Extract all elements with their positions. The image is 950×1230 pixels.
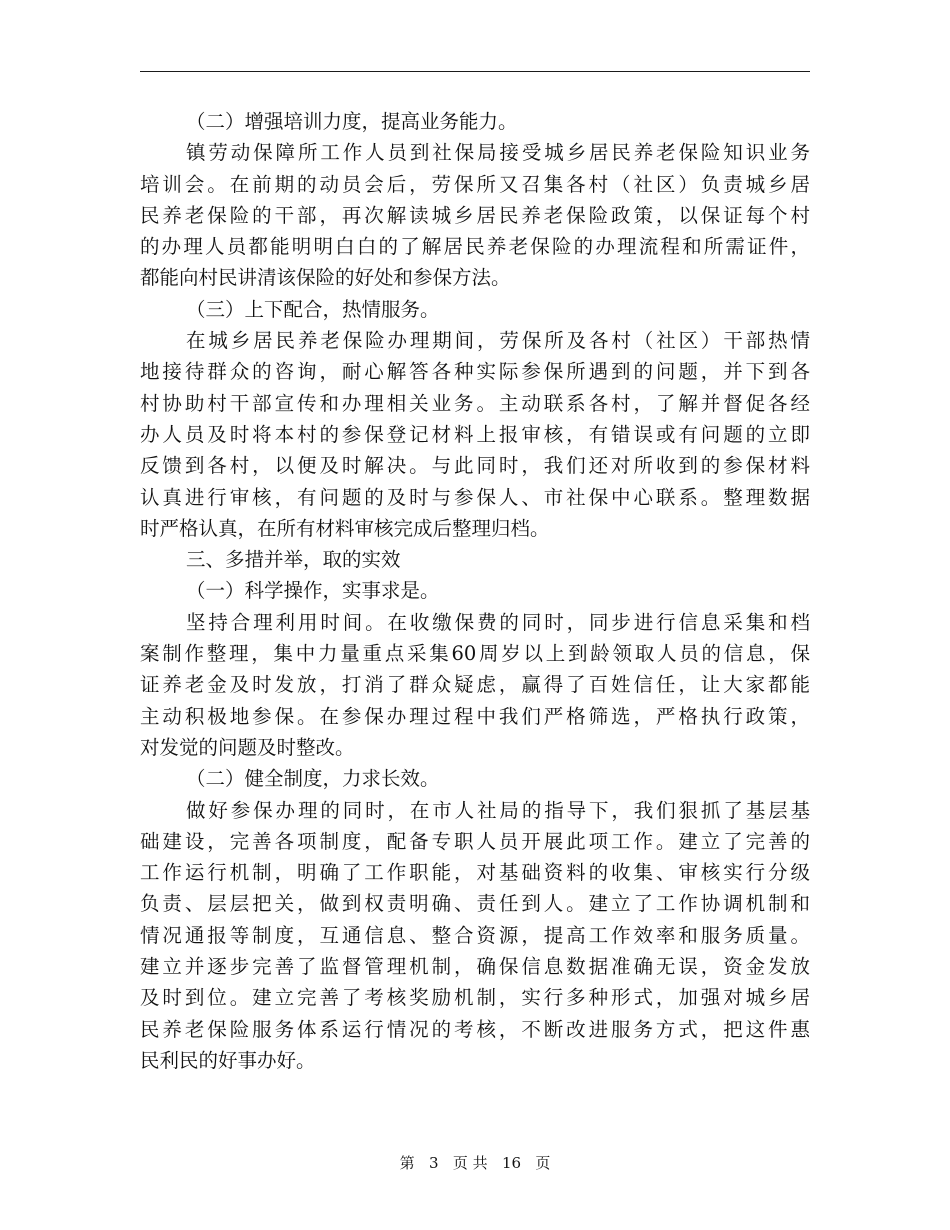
text-line: 工作运行机制，明确了工作职能，对基础资料的收集、审核实行分级 [140, 861, 810, 885]
text-line: 的办理人员都能明明白白的了解居民养老保险的办理流程和所需证件， [140, 235, 810, 259]
text-line: 民利民的好事办好。 [140, 1048, 316, 1072]
page-footer [0, 1153, 950, 1173]
text-line: 都能向村民讲清该保险的好处和参保方法。 [140, 266, 511, 290]
text-line: 做好参保办理的同时，在市人社局的指导下，我们狠抓了基层基 [186, 798, 810, 822]
text-line: （二）增强培训力度，提高业务能力。 [186, 110, 518, 133]
document-body [140, 106, 810, 1076]
text-line: 办人员及时将本村的参保登记材料上报审核，有错误或有问题的立即 [140, 422, 810, 446]
footer-current-page: 3 [428, 1154, 439, 1172]
text-line: （一）科学操作，实事求是。 [186, 579, 440, 603]
text-line: （三）上下配合，热情服务。 [186, 297, 440, 321]
text-line: 对发觉的问题及时整改。 [140, 735, 355, 759]
footer-middle: 页 共 [452, 1154, 488, 1172]
text-line: 坚持合理利用时间。在收缴保费的同时，同步进行信息采集和档 [186, 610, 810, 634]
text-line: 时严格认真，在所有材料审核完成后整理归档。 [140, 516, 550, 540]
text-line: 负责、层层把关，做到权责明确、责任到人。建立了工作协调机制和 [140, 892, 810, 916]
text-line: 民养老保险服务体系运行情况的考核，不断改进服务方式，把这件惠 [140, 1017, 810, 1041]
text-line: 建立并逐步完善了监督管理机制，确保信息数据准确无误，资金发放 [140, 955, 810, 979]
text-line: 情况通报等制度，互通信息、整合资源，提高工作效率和服务质量。 [140, 923, 810, 947]
text-line: 案制作整理，集中力量重点采集60周岁以上到龄领取人员的信息，保 [140, 642, 810, 666]
text-line: （二）健全制度，力求长效。 [186, 767, 440, 791]
header-rule [140, 71, 810, 72]
text-line: 村协助村干部宣传和办理相关业务。主动联系各村，了解并督促各经 [140, 391, 810, 415]
text-line: 主动积极地参保。在参保办理过程中我们严格筛选，严格执行政策， [140, 704, 810, 728]
footer-prefix: 第 [399, 1154, 415, 1172]
text-line: 三、多措并举，取的实效 [186, 548, 401, 572]
text-line: 地接待群众的咨询，耐心解答各种实际参保所遇到的问题，并下到各 [140, 360, 810, 384]
text-line: 镇劳动保障所工作人员到社保局接受城乡居民养老保险知识业务 [186, 141, 810, 165]
footer-suffix: 页 [535, 1154, 551, 1172]
text-line: 民养老保险的干部，再次解读城乡居民养老保险政策，以保证每个村 [140, 203, 810, 227]
text-line: 证养老金及时发放，打消了群众疑虑，赢得了百姓信任，让大家都能 [140, 673, 810, 697]
text-line: 础建设，完善各项制度，配备专职人员开展此项工作。建立了完善的 [140, 829, 810, 853]
text-line: 培训会。在前期的动员会后，劳保所又召集各村（社区）负责城乡居 [140, 172, 810, 196]
text-line: 及时到位。建立完善了考核奖励机制，实行多种形式，加强对城乡居 [140, 986, 810, 1010]
text-line: 反馈到各村，以便及时解决。与此同时，我们还对所收到的参保材料 [140, 454, 810, 478]
footer-total-pages: 16 [501, 1154, 522, 1172]
text-line: 在城乡居民养老保险办理期间，劳保所及各村（社区）干部热情 [186, 329, 810, 353]
text-line: 认真进行审核，有问题的及时与参保人、市社保中心联系。整理数据 [140, 485, 810, 509]
